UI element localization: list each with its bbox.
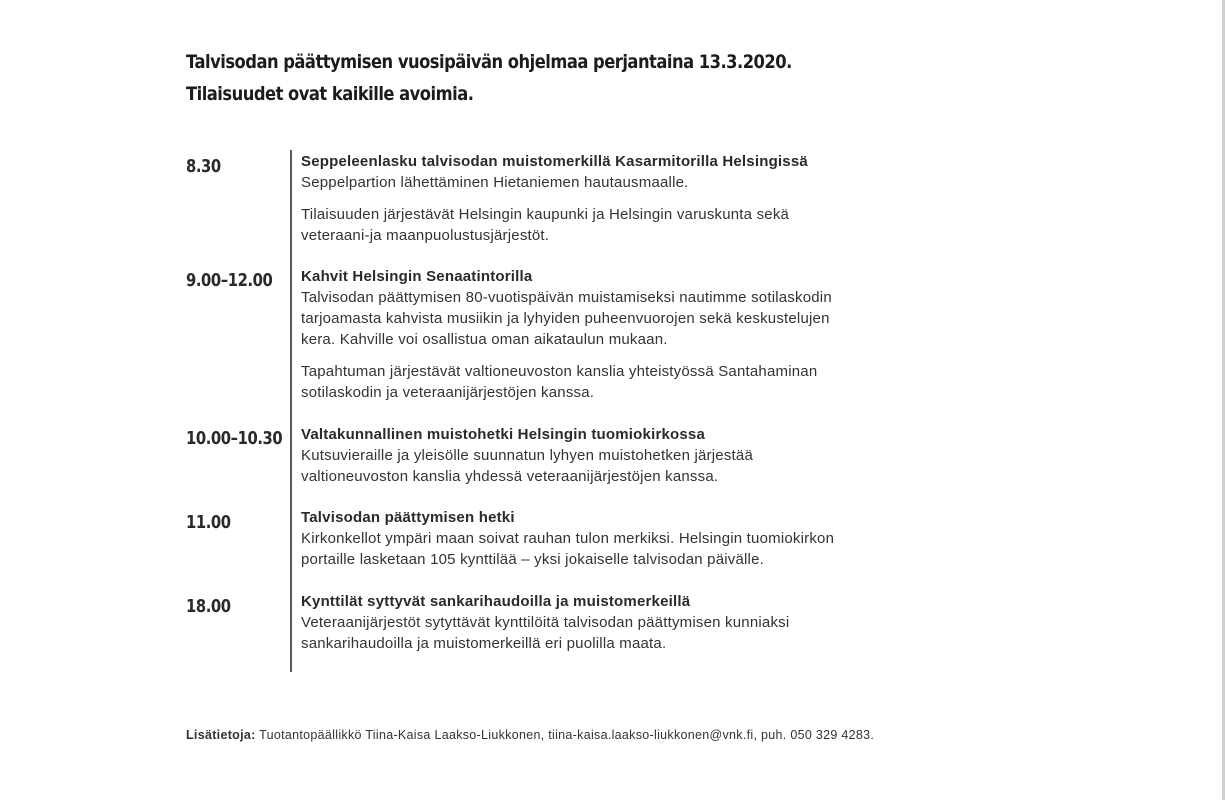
event-description xyxy=(301,287,1001,350)
event-text-line: sankarihaudoilla ja muistomerkeillä eri puolilla maata. xyxy=(301,635,667,652)
event-title: Valtakunnallinen muistohetki Helsingin tuomiokirkossa xyxy=(301,426,706,443)
event-text-line: Talvisodan päättymisen 80-vuotispäivän muistamiseksi nautimme sotilaskodin xyxy=(301,289,832,306)
event-title: Kynttilät syttyvät sankarihaudoilla ja muistomerkeillä xyxy=(301,593,691,610)
event-description xyxy=(301,612,1001,654)
event-text-line: tarjoamasta kahvista musiikin ja lyhyiden puheenvuorojen sekä keskustelujen xyxy=(301,310,830,327)
heading-line-2: Tilaisuudet ovat kaikille avoimia. xyxy=(186,83,474,105)
event-description xyxy=(301,528,1001,570)
event-time: 18.00 xyxy=(186,596,231,617)
event-text-line: Seppelpartion lähettäminen Hietaniemen hautausmaalle. xyxy=(301,174,689,191)
event-text-line: Kutsuvieraille ja yleisölle suunnatun lyhyen muistohetken järjestää xyxy=(301,447,753,464)
event-text-line: kera. Kahville voi osallistua oman aikataulun mukaan. xyxy=(301,331,668,348)
event-description xyxy=(301,172,1001,193)
event-title: Talvisodan päättymisen hetki xyxy=(301,509,515,526)
event-content xyxy=(301,151,1001,246)
contact-text: Tuotantopäällikkö Tiina-Kaisa Laakso-Liukkonen, tiina-kaisa.laakso-liukkonen@vnk.fi, puh. 050 329 4283. xyxy=(259,728,875,742)
contact-info xyxy=(186,725,874,745)
event-title: Kahvit Helsingin Senaatintorilla xyxy=(301,268,533,285)
event-title: Seppeleenlasku talvisodan muistomerkillä Kasarmitorilla Helsingissä xyxy=(301,153,808,170)
event-text-line: Kirkonkellot ympäri maan soivat rauhan tulon merkiksi. Helsingin tuomiokirkon xyxy=(301,530,835,547)
event-time: 10.00–10.30 xyxy=(186,428,283,449)
event-organizers xyxy=(301,204,1001,246)
event-content xyxy=(301,266,1001,403)
timeline-divider xyxy=(290,150,292,672)
heading-line-1: Talvisodan päättymisen vuosipäivän ohjelmaa perjantaina 13.3.2020. xyxy=(186,51,792,73)
event-text-line: Veteraanijärjestöt sytyttävät kynttilöitä talvisodan päättymisen kunniaksi xyxy=(301,614,790,631)
page-heading xyxy=(186,46,960,110)
event-organizers xyxy=(301,361,1001,403)
event-text-line: Tilaisuuden järjestävät Helsingin kaupunki ja Helsingin varuskunta sekä xyxy=(301,206,790,223)
contact-label: Lisätietoja: xyxy=(186,728,256,742)
event-time: 8.30 xyxy=(186,156,221,177)
event-content xyxy=(301,591,1001,654)
event-content xyxy=(301,424,1001,487)
event-text-line: portaille lasketaan 105 kynttilää – yksi jokaiselle talvisodan päivälle. xyxy=(301,551,764,568)
event-time: 11.00 xyxy=(186,512,231,533)
event-text-line: valtioneuvoston kanslia yhdessä veteraanijärjestöjen kanssa. xyxy=(301,468,719,485)
event-time: 9.00–12.00 xyxy=(186,270,273,291)
event-text-line: veteraani-ja maanpuolustusjärjestöt. xyxy=(301,227,550,244)
event-text-line: sotilaskodin ja veteraanijärjestöjen kanssa. xyxy=(301,384,595,401)
event-description xyxy=(301,445,1001,487)
event-content xyxy=(301,507,1001,570)
event-text-line: Tapahtuman järjestävät valtioneuvoston kanslia yhteistyössä Santahaminan xyxy=(301,363,818,380)
